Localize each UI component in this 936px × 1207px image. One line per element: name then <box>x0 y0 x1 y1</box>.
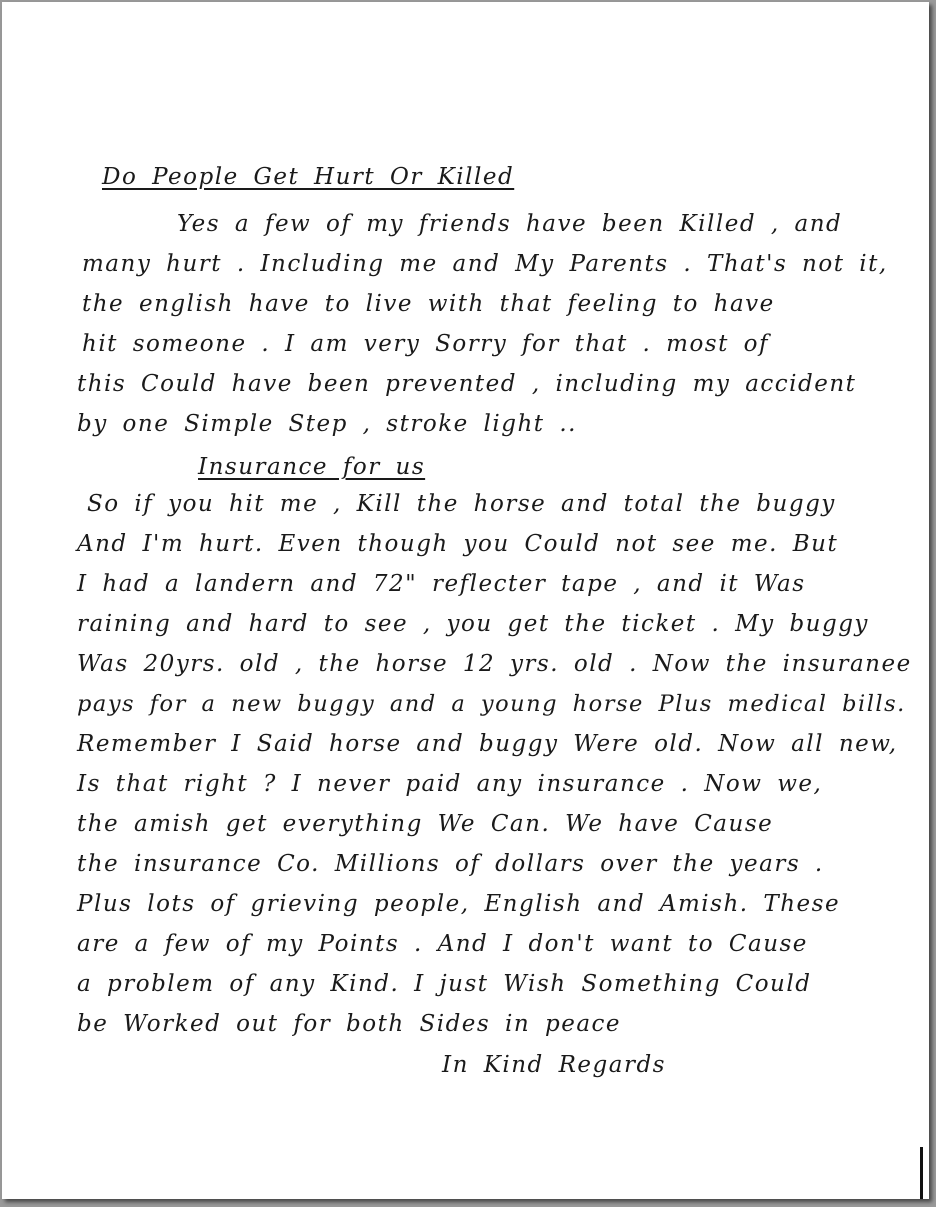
text-line: And I'm hurt. Even though you Could not see me. But <box>77 531 839 557</box>
text-line: a problem of any Kind. I just Wish Something Could <box>77 971 812 997</box>
scan-edge-mark <box>920 1147 923 1199</box>
letter-title: Do People Get Hurt Or Killed <box>102 164 515 190</box>
text-line: the english have to live with that feeling to have <box>82 291 775 317</box>
text-line: the insurance Co. Millions of dollars over the years . <box>77 851 824 877</box>
text-line: are a few of my Points . And I don't want to Cause <box>77 931 808 957</box>
text-line: Was 20yrs. old , the horse 12 yrs. old . Now the insuranee <box>77 651 912 677</box>
section-subheading: Insurance for us <box>198 454 426 480</box>
text-line: Remember I Said horse and buggy Were old. Now all new, <box>77 731 898 757</box>
text-line: Yes a few of my friends have been Killed , and <box>177 211 843 237</box>
text-line: by one Simple Step , stroke light .. <box>77 411 577 437</box>
text-line: the amish get everything We Can. We have Cause <box>77 811 774 837</box>
text-line: many hurt . Including me and My Parents . That's not it, <box>82 251 888 277</box>
text-line: pays for a new buggy and a young horse Plus medical bills. <box>77 691 906 717</box>
text-line: hit someone . I am very Sorry for that . most of <box>82 331 770 357</box>
text-line: be Worked out for both Sides in peace <box>77 1011 622 1037</box>
text-line: this Could have been prevented , including my accident <box>77 371 857 397</box>
text-line: I had a landern and 72" reflecter tape , and it Was <box>77 571 806 597</box>
text-line: Is that right ? I never paid any insurance . Now we, <box>77 771 823 797</box>
text-line: Plus lots of grieving people, English and Amish. These <box>77 891 841 917</box>
document-page <box>2 2 929 1199</box>
closing-signoff: In Kind Regards <box>442 1052 666 1078</box>
text-line: raining and hard to see , you get the ticket . My buggy <box>77 611 869 637</box>
text-line: So if you hit me , Kill the horse and total the buggy <box>87 491 836 517</box>
